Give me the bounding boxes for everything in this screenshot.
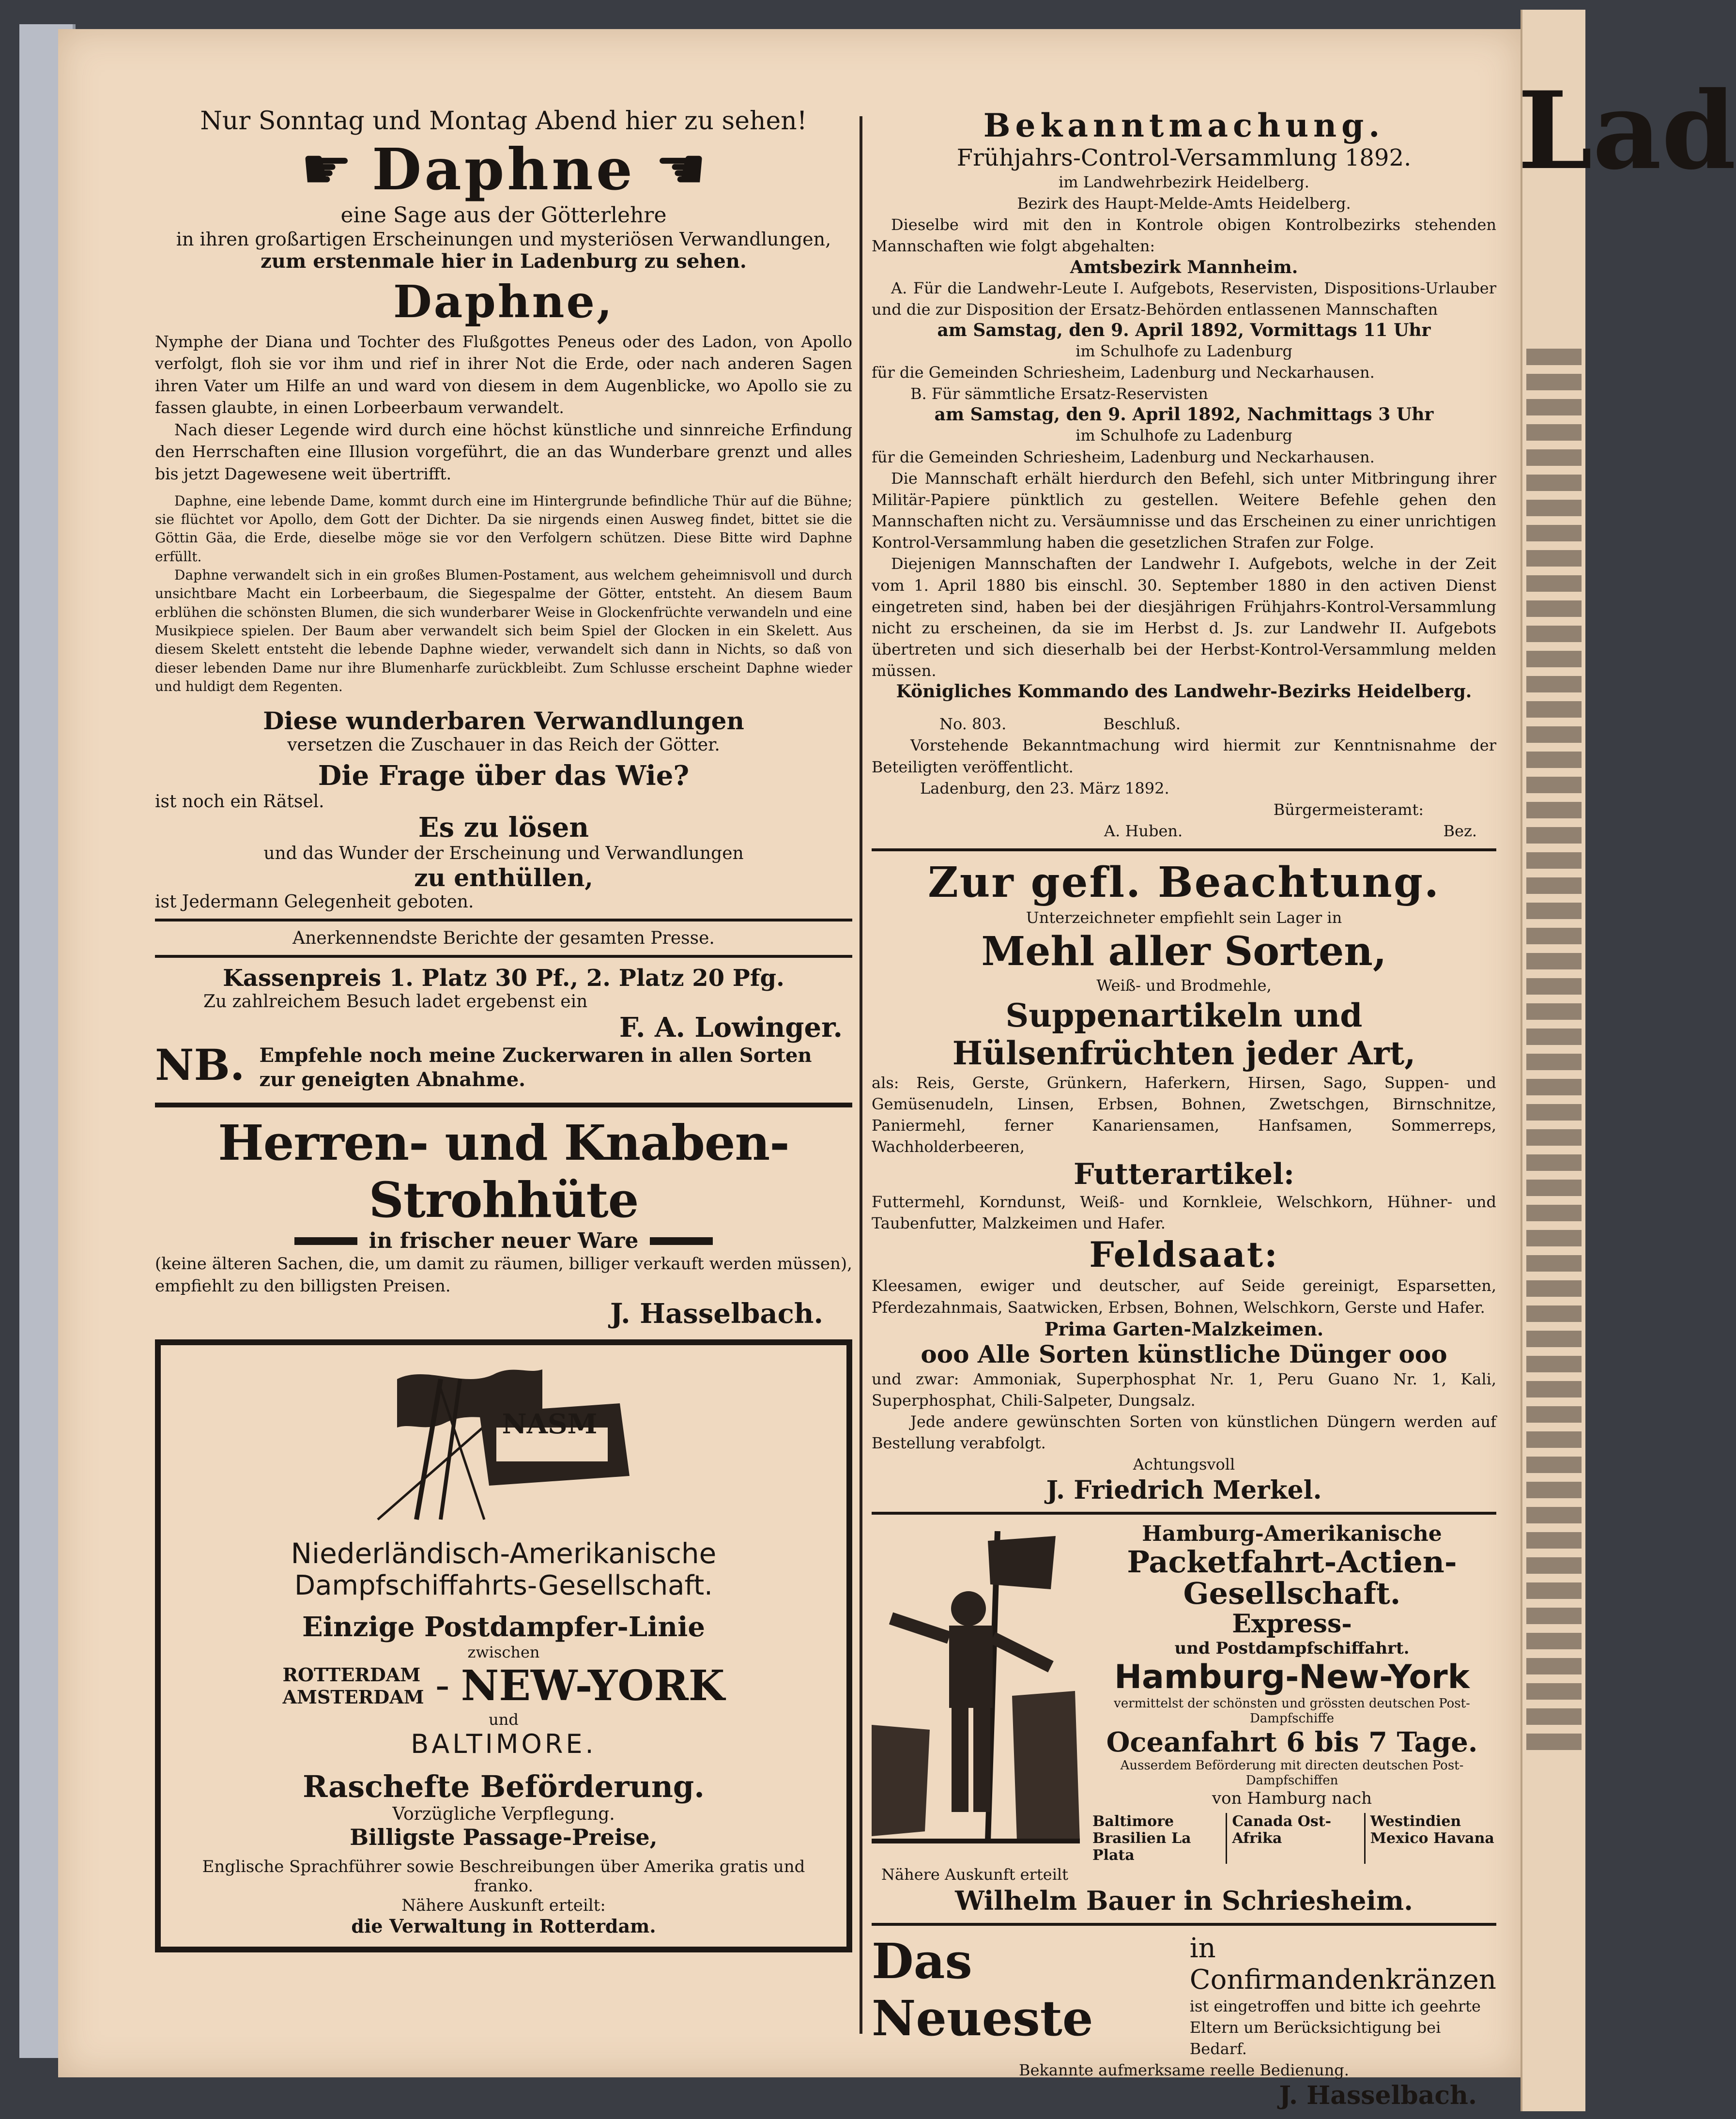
- bekannt-line3: Dieselbe wird mit den in Kontrole obigen Kontrolbezirks stehenden Mannschaften wie folgt abgehalten:: [872, 215, 1496, 256]
- daphne-para4: Daphne verwandelt sich in ein großes Blumen-Postament, aus welchem geheimnisvoll und durch unsichtbare Macht ein Lorbeerbaum, die Siegespalme der Götter, entsteht. An diesem Baum erblühen die schönsten Blumen, die sich wunderbarer Weise in Glockenfrüchte verwandeln und eine Musikpiece spielen. Der Baum aber verwandelt sich beim Spiel der Glocken in ein Skelett. Aus diesem Skelett entsteht die lebende Daphne wieder, verwandelt sich dann in Nichts, so daß von dieser lebenden Dame nur ihre Blumenharfe zurückbleibt. Zum Schlusse erscheint Daphne wieder und huldigt dem Regenten.: [155, 567, 852, 695]
- strohhuete-signer: J. Hasselbach.: [610, 1298, 823, 1330]
- daphne-title2: Daphne,: [393, 275, 615, 328]
- neueste-ad: [872, 1933, 1496, 2059]
- nasm-zwischen: zwischen: [467, 1643, 540, 1662]
- bekannt-b-text: B. Für sämmtliche Ersatz-Reservisten: [910, 384, 1208, 403]
- bekannt-date: Ladenburg, den 23. März 1892.: [920, 779, 1169, 798]
- nasm-auskunft: Nähere Auskunft erteilt:: [401, 1896, 606, 1916]
- bekanntmachung: [872, 107, 1496, 842]
- nasm-port1: ROTTERDAM: [282, 1664, 421, 1686]
- left-column: [155, 107, 852, 1952]
- next-page-edge: [1518, 10, 1736, 2111]
- merkel-achtung: Achtungsvoll: [1133, 1455, 1235, 1474]
- divider: [155, 919, 852, 921]
- hapag-ad: [872, 1521, 1496, 1864]
- bekannt-b-date: am Samstag, den 9. April 1892, Nachmittags 3 Uhr: [934, 404, 1434, 425]
- daphne-title: Daphne: [372, 136, 635, 203]
- hapag-express: Express-: [1232, 1609, 1352, 1639]
- merkel-signer: J. Friedrich Merkel.: [1046, 1475, 1322, 1505]
- daphne-besuch: Zu zahlreichem Besuch ladet ergebenst ein: [203, 992, 588, 1012]
- nb-text: Empfehle noch meine Zuckerwaren in allen Sorten zur geneigten Abnahme.: [259, 1044, 812, 1091]
- hapag-dest: Canada Ost-Afrika: [1226, 1813, 1358, 1864]
- pointing-hand-right-icon: ☛: [300, 135, 353, 203]
- merkel-suppen-text: als: Reis, Gerste, Grünkern, Haferkern, Hirsen, Sago, Suppen- und Gemüsenudeln, Linsen, Erbsen, Bohnen, Zwetschgen, Birnschnitze, Paniermehl, ferner Kanariensamen, Hanfsamen, Sommerreps, Wachholderbeeren,: [872, 1073, 1496, 1156]
- bekannt-subtitle: Frühjahrs-Control-Versammlung 1892.: [956, 144, 1412, 171]
- nb-label: NB.: [155, 1040, 245, 1090]
- nasm-dash: –: [435, 1670, 449, 1702]
- daphne-jedermann: ist Jedermann Gelegenheit geboten.: [155, 892, 474, 912]
- bekannt-a-date: am Samstag, den 9. April 1892, Vormittags 11 Uhr: [937, 320, 1431, 340]
- bekannt-beschluss: Beschluß.: [1103, 715, 1181, 734]
- merkel-mehl-sub: Weiß- und Brodmehle,: [1096, 976, 1272, 995]
- nasm-und: und: [489, 1710, 519, 1729]
- divider: [155, 1103, 852, 1107]
- merkel-prima: Prima Garten-Malzkeimen.: [1044, 1318, 1324, 1340]
- hapag-dest: Westindien Mexico Havana: [1364, 1813, 1496, 1864]
- daphne-nb: [155, 1040, 852, 1092]
- strohhuete-text: (keine älteren Sachen, die, um damit zu räumen, billiger verkauft werden müssen), empfiehlt zu den billigsten Preisen.: [155, 1254, 852, 1296]
- merkel-feldsaat: Feldsaat:: [1089, 1234, 1279, 1275]
- daphne-signer: F. A. Lowinger.: [619, 1012, 843, 1044]
- bekannt-line2: Bezirk des Haupt-Melde-Amts Heidelberg.: [1017, 194, 1351, 213]
- daphne-para1: Nymphe der Diana und Tochter des Flußgottes Peneus oder des Ladon, von Apollo verfolgt, floh sie vor ihm und rief in ihrer Not die Erde, oder nach anderen Sagen ihren Vater um Hilfe an und ward von diesem in dem Augenblicke, wo Apollo sie zu fassen glaubte, in einen Lorbeerbaum verwandelt.: [155, 332, 852, 417]
- daphne-loesen-sub: und das Wunder der Erscheinung und Verwandlungen: [263, 844, 744, 864]
- bekannt-amt2: Bürgermeisteramt:: [1273, 800, 1424, 819]
- nasm-rasch: Raschefte Beförderung.: [303, 1769, 705, 1805]
- merkel-duenger-text: und zwar: Ammoniak, Superphosphat Nr. 1, Peru Guano Nr. 1, Kali, Superphosphat, Chili-Salpeter, Dungsalz.: [872, 1369, 1496, 1410]
- daphne-loesen: Es zu lösen: [418, 812, 589, 844]
- rule-bar: [650, 1237, 713, 1245]
- right-column: [872, 107, 1496, 2110]
- next-page-text: [1522, 349, 1585, 1759]
- bekannt-para2: Diejenigen Mannschaften der Landwehr I. Aufgebots, welche in der Zeit vom 1. April 1880 bis einschl. 30. September 1880 in den activen Dienst eingetreten sind, haben bei der diesjährigen Frühjahrs-Kontrol-Versammlung nicht zu erscheinen, da sie im Herbst d. Js. zur Landwehr II. Aufgebots übertreten und sich dieserhalb bei der Herbst-Kontrol-Versammlung melden müssen.: [872, 554, 1496, 680]
- merkel-duenger: ooo Alle Sorten künstliche Dünger ooo: [921, 1339, 1447, 1368]
- merkel-futter: Futterartikel:: [1073, 1157, 1295, 1192]
- nasm-dest2: BALTIMORE.: [411, 1729, 597, 1760]
- hapag-ocean: Oceanfahrt 6 bis 7 Tage.: [1106, 1726, 1478, 1759]
- bekannt-para1: Die Mannschaft erhält hierdurch den Befehl, sich unter Mitbringung ihrer Militär-Papiere pünktlich zu gestellen. Weitere Befehle gehen den Mannschaften nicht zu. Versäumnisse und das Erscheinen zu einer unrichtigen Kontrol-Versammlung haben die gesetzlichen Strafen zur Folge.: [872, 469, 1496, 552]
- nasm-line: Einzige Postdampfer-Linie: [302, 1611, 705, 1643]
- nasm-flag-text: NASM: [502, 1408, 598, 1441]
- sign-row: [872, 820, 1496, 842]
- bekannt-b-gem: für die Gemeinden Schriesheim, Ladenburg und Neckarhausen.: [872, 447, 1375, 466]
- daphne-para2: Nach dieser Legende wird durch eine höchst künstliche und sinnreiche Erfindung den Herrschaften eine Illusion vorgeführt, die an das Wunderbare grenzt und alles bis jetzt Dagewesene weit übertrifft.: [155, 420, 852, 483]
- divider: [872, 1923, 1496, 1926]
- divider: [872, 1512, 1496, 1515]
- daphne-sub2: in ihren großartigen Erscheinungen und mysteriösen Verwandlungen,: [176, 228, 831, 250]
- nasm-company1: Niederländisch-Amerikanische: [291, 1537, 717, 1570]
- neueste-title: Das Neueste: [872, 1932, 1093, 2047]
- neueste-line2: ist eingetroffen und bitte ich geehrte Eltern um Berücksichtigung bei Bedarf.: [1189, 1996, 1481, 2058]
- nasm-company2: Dampfschiffahrts-Gesellschaft.: [294, 1570, 713, 1602]
- nasm-route-row: [175, 1661, 832, 1710]
- bekannt-bez: Bez.: [1443, 822, 1477, 841]
- merkel-futter-text: Futtermehl, Korndunst, Weiß- und Kornkleie, Welschkorn, Hühner- und Taubenfutter, Malzkeimen und Hafer.: [872, 1193, 1496, 1233]
- bekannt-b-place: im Schulhofe zu Ladenburg: [1075, 426, 1292, 445]
- hapag-text: [1088, 1521, 1496, 1864]
- daphne-sub3: zum erstenmale hier in Ladenburg zu sehen.: [261, 249, 747, 273]
- bekannt-title: Bekanntmachung.: [983, 107, 1385, 144]
- neueste-signer: J. Hasselbach.: [1279, 2081, 1477, 2111]
- merkel-ad: [872, 858, 1496, 1505]
- neueste-body: [1190, 1933, 1496, 2059]
- daphne-berichte: Anerkennendste Berichte der gesamten Presse.: [292, 928, 715, 949]
- bekannt-a-text: A. Für die Landwehr-Leute I. Aufgebots, Reservisten, Dispositions-Urlauber und die zur Disposition der Ersatz-Behörden entlassenen Mannschaften: [872, 278, 1496, 319]
- bekannt-a-gem: für die Gemeinden Schriesheim, Ladenburg und Neckarhausen.: [872, 363, 1375, 382]
- merkel-feldsaat-text: Kleesamen, ewiger und deutscher, auf Seide gereinigt, Esparsetten, Pferdezahnmais, Saatwicken, Erbsen, Bohnen, Welschkorn, Gerste und Hafer.: [872, 1276, 1496, 1317]
- merkel-suppen: Suppenartikeln und Hülsenfrüchten jeder Art,: [952, 996, 1416, 1072]
- bekannt-no: No. 803.: [939, 715, 1007, 734]
- nasm-port2: AMSTERDAM: [282, 1686, 424, 1708]
- strohhuete-sub: in frischer neuer Ware: [369, 1228, 639, 1254]
- hapag-ausserdem: Ausserdem Beförderung mit directen deutschen Post-Dampfschiffen: [1120, 1758, 1464, 1788]
- beschluss-row: [939, 713, 1496, 735]
- daphne-header: [155, 136, 852, 203]
- bekannt-beschluss-text: Vorstehende Bekanntmachung wird hiermit zur Kenntnisnahme der Beteiligten veröffentlicht.: [872, 736, 1496, 776]
- merkel-intro: Unterzeichneter empfiehlt sein Lager in: [1026, 908, 1342, 927]
- bekannt-a-place: im Schulhofe zu Ladenburg: [1075, 341, 1292, 360]
- nasm-preise: Billigste Passage-Preise,: [350, 1824, 658, 1851]
- bekannt-amt: Amtsbezirk Mannheim.: [1070, 257, 1298, 277]
- hapag-post: und Postdampfschiffahrt.: [1174, 1638, 1410, 1658]
- bekannt-kommando: Königliches Kommando des Landwehr-Bezirks Heidelberg.: [896, 681, 1472, 702]
- daphne-frage: Die Frage über das Wie?: [318, 760, 690, 792]
- hapag-naehere: Nähere Auskunft erteilt: [881, 1865, 1069, 1884]
- daphne-enthuellen: zu enthüllen,: [414, 863, 593, 892]
- sailor-ship-icon: [872, 1521, 1080, 1851]
- neueste-line1: in Confirmandenkränzen: [1189, 1932, 1496, 1996]
- bekannt-sign: A. Huben.: [1104, 822, 1183, 841]
- hapag-dest: Baltimore Brasilien La Plata: [1092, 1812, 1191, 1864]
- neueste-line3: Bekannte aufmerksame reelle Bedienung.: [1019, 2061, 1349, 2080]
- nasm-ad: [155, 1339, 852, 1952]
- nasm-ports: [282, 1664, 424, 1708]
- strohhuete-ad: [155, 1114, 852, 1330]
- divider: [155, 955, 852, 958]
- daphne-preis: Kassenpreis 1. Platz 30 Pf., 2. Platz 20 Pfg.: [223, 965, 784, 992]
- nasm-fuehrer: Englische Sprachführer sowie Beschreibungen über Amerika gratis und franko.: [202, 1857, 805, 1896]
- pointing-hand-left-icon: ☛: [654, 135, 707, 203]
- steamship-flag-icon: [368, 1360, 639, 1534]
- divider: [872, 848, 1496, 851]
- daphne-raetsel: ist noch ein Rätsel.: [155, 792, 324, 812]
- hapag-destinations: [1088, 1813, 1496, 1864]
- next-page-title: Lad: [1518, 68, 1736, 193]
- hapag-verm: vermittelst der schönsten und grössten deutschen Post-Dampfschiffe: [1114, 1696, 1470, 1726]
- daphne-wonder-sub: versetzen die Zuschauer in das Reich der Götter.: [287, 735, 720, 755]
- hapag-von: von Hamburg nach: [1212, 1788, 1372, 1808]
- nasm-verpflegung: Vorzügliche Verpflegung.: [392, 1804, 615, 1825]
- merkel-jede: Jede andere gewünschten Sorten von künstlichen Düngern werden auf Bestellung verabfolgt.: [872, 1413, 1496, 1453]
- bekannt-line1: im Landwehrbezirk Heidelberg.: [1059, 173, 1309, 191]
- hapag-agent: Wilhelm Bauer in Schriesheim.: [955, 1885, 1413, 1916]
- daphne-wonder: Diese wunderbaren Verwandlungen: [263, 706, 744, 736]
- nasm-verwaltung: die Verwaltung in Rotterdam.: [351, 1915, 656, 1937]
- strohhuete-title: Herren- und Knaben-Strohhüte: [218, 1114, 789, 1229]
- ship-deck-illustration-icon: [872, 1521, 1080, 1851]
- hapag-line1: Hamburg-Amerikanische: [1142, 1521, 1442, 1546]
- daphne-para3: Daphne, eine lebende Dame, kommt durch eine im Hintergrunde befindliche Thür auf die Bühne; sie flüchtet vor Apollo, dem Gott der Dichter. Da sie nirgends einen Ausweg findet, bittet sie die Göttin Gäa, die Erde, dieselbe möge sie vor den Verfolgern schützen. Diese Bitte wird Daphne erfüllt.: [155, 492, 852, 565]
- nasm-dest1: NEW-YORK: [461, 1661, 725, 1711]
- daphne-top-line: Nur Sonntag und Montag Abend hier zu sehen!: [200, 107, 807, 136]
- strohhuete-sub-row: [155, 1228, 852, 1253]
- column-rule: [860, 116, 862, 2034]
- rule-bar: [294, 1237, 357, 1245]
- merkel-mehl: Mehl aller Sorten,: [981, 928, 1387, 975]
- daphne-sub1: eine Sage aus der Götterlehre: [340, 203, 667, 228]
- hapag-line2: Packetfahrt-Actien-Gesellschaft.: [1127, 1544, 1457, 1611]
- merkel-title: Zur gefl. Beachtung.: [928, 858, 1440, 907]
- hapag-route: Hamburg-New-York: [1114, 1658, 1470, 1696]
- daphne-ad: [155, 107, 852, 1092]
